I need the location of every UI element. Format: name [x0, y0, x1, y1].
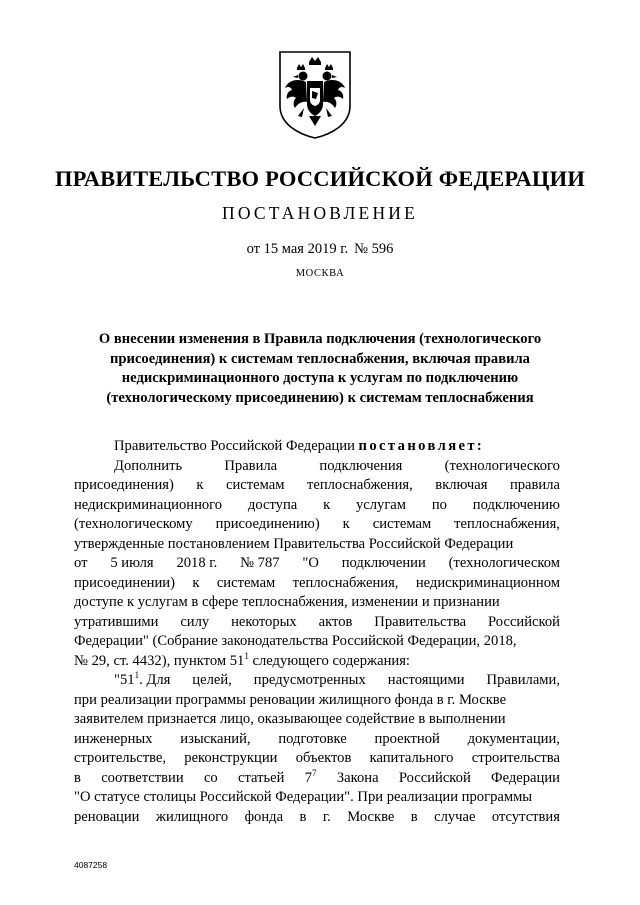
word: утратившими [74, 613, 159, 630]
word: Правительства [374, 613, 467, 630]
word: (технологическом [448, 555, 560, 571]
word: соответствии [101, 769, 184, 786]
text-line: "О статусе столицы Российской Федерации". При реализации программы [74, 789, 533, 805]
text-line: утвержденные постановлением Правительства Российской Федерации [74, 535, 514, 552]
word: (технологическому [74, 516, 193, 532]
text-fragment: . Для [139, 672, 171, 688]
word: к [342, 516, 350, 532]
word: Москве [347, 808, 395, 825]
word: Дополнить [114, 457, 183, 474]
word: подключения [319, 457, 403, 474]
word: статьей [238, 769, 285, 786]
word: правила [509, 477, 560, 493]
word: 2018 г. [176, 555, 218, 571]
word: от [74, 555, 88, 571]
word: строительстве, [74, 750, 167, 766]
word: системам [226, 477, 285, 493]
text-line [74, 613, 560, 633]
word: Федерации [491, 769, 560, 786]
word: услугам [355, 496, 407, 513]
word: 5 июля [110, 555, 154, 571]
double-headed-eagle-icon [276, 48, 354, 140]
word: недискриминационного [74, 496, 223, 513]
text-line: доступе к услугам в сфере теплоснабжения, изменении и признании [74, 594, 500, 610]
word: (технологического [444, 457, 560, 474]
text-line [74, 476, 560, 496]
article-number [305, 769, 317, 789]
text-fragment: следующего содержания: [248, 652, 410, 669]
word: теплоснабжения, [292, 574, 399, 591]
preamble-text: Правительство Российской Федерации [114, 438, 355, 454]
word: к [192, 574, 200, 591]
heading-line: недискриминационного доступа к услугам по подключению [121, 370, 519, 386]
word: предусмотренных [253, 672, 366, 688]
word: Правила [224, 457, 278, 474]
heading-line: (технологическому присоединению) к системам теплоснабжения [106, 389, 534, 406]
coat-of-arms-emblem [276, 48, 354, 140]
word: реновации [74, 808, 140, 825]
superscript: 1 [134, 670, 140, 681]
text-fragment: "51 [114, 672, 135, 688]
word: присоединения) [74, 477, 174, 493]
word: г. [322, 808, 331, 825]
document-heading [84, 330, 556, 408]
word: "О [302, 555, 319, 571]
heading-line: О внесении изменения в Правила подключения (технологического [98, 331, 542, 347]
word: подключению [472, 496, 560, 513]
word: силу [180, 613, 210, 630]
text-line: при реализации программы реновации жилищного фонда в г. Москве [74, 691, 507, 708]
text-line [74, 749, 560, 769]
text-line [74, 808, 560, 828]
heading-line: присоединения) к системам теплоснабжения, включая правила [110, 350, 530, 367]
word: случае [434, 808, 476, 825]
document-type: ПОСТАНОВЛЕНИЕ [221, 203, 419, 223]
superscript: 7 [312, 767, 317, 778]
text-line [74, 554, 560, 574]
document-date-number [0, 241, 640, 258]
word: настоящими [387, 672, 465, 688]
word: теплоснабжения, [306, 477, 413, 493]
word: со [203, 769, 218, 786]
word: Российской [398, 769, 471, 786]
resolution-preamble [74, 437, 560, 457]
word: документации, [467, 730, 560, 747]
government-title: ПРАВИТЕЛЬСТВО РОССИЙСКОЙ ФЕДЕРАЦИИ [54, 166, 586, 191]
word: подключении [341, 555, 426, 571]
word: к [323, 496, 331, 513]
word: подготовке [278, 730, 347, 747]
word: присоединении) [74, 574, 175, 591]
document-city: МОСКВА [295, 268, 345, 279]
word: недискриминационном [415, 574, 560, 591]
word: некоторых [231, 613, 297, 630]
word: в [410, 808, 418, 825]
word: инженерных [74, 730, 153, 747]
text-line: заявителем признается лицо, оказывающее содействие в выполнении [74, 711, 506, 727]
text-line [74, 671, 560, 691]
word: системам [372, 516, 432, 532]
text-line [74, 496, 560, 516]
text-line [74, 515, 560, 535]
word: в [74, 769, 81, 786]
word: отсутствия [491, 808, 560, 825]
text-line [74, 457, 560, 477]
text-line: Федерации" (Собрание законодательства Российской Федерации, 2018, [74, 633, 517, 649]
text-line [74, 574, 560, 594]
word: в [299, 808, 307, 825]
preamble-keyword: постановляет: [358, 438, 485, 454]
clause-number [114, 671, 170, 691]
word: Закона [336, 769, 379, 786]
word: теплоснабжения, [454, 516, 560, 532]
word: проектной [374, 730, 440, 747]
word: актов [318, 613, 353, 630]
document-code: 4087258 [74, 860, 108, 870]
word: Правилами, [486, 672, 560, 688]
word: реконструкции [184, 750, 278, 766]
text-line [74, 730, 560, 750]
word: Российской [488, 613, 560, 630]
word: фонда [244, 808, 284, 825]
text-line [74, 652, 560, 672]
word: изысканий, [180, 730, 251, 747]
document-number: № 596 [354, 241, 394, 257]
text-fragment: 7 [304, 769, 313, 786]
word: к [196, 477, 204, 493]
paragraph-amendment [74, 457, 560, 672]
word: строительства [471, 750, 560, 766]
word: объектов [295, 750, 352, 766]
word: целей, [192, 672, 232, 688]
paragraph-new-clause [74, 671, 560, 827]
word: № 787 [240, 555, 280, 571]
superscript: 1 [244, 650, 249, 661]
word: капитального [369, 750, 454, 766]
word: присоединению) [215, 516, 320, 532]
word: включая [435, 477, 488, 493]
word: доступа [247, 496, 298, 513]
document-date: от 15 мая 2019 г. [246, 241, 349, 257]
word: по [431, 496, 447, 513]
text-line [74, 769, 560, 789]
document-body [74, 437, 560, 827]
word: жилищного [155, 808, 229, 825]
text-fragment: № 29, ст. 4432), пунктом 51 [74, 652, 245, 669]
word: системам [216, 574, 276, 591]
